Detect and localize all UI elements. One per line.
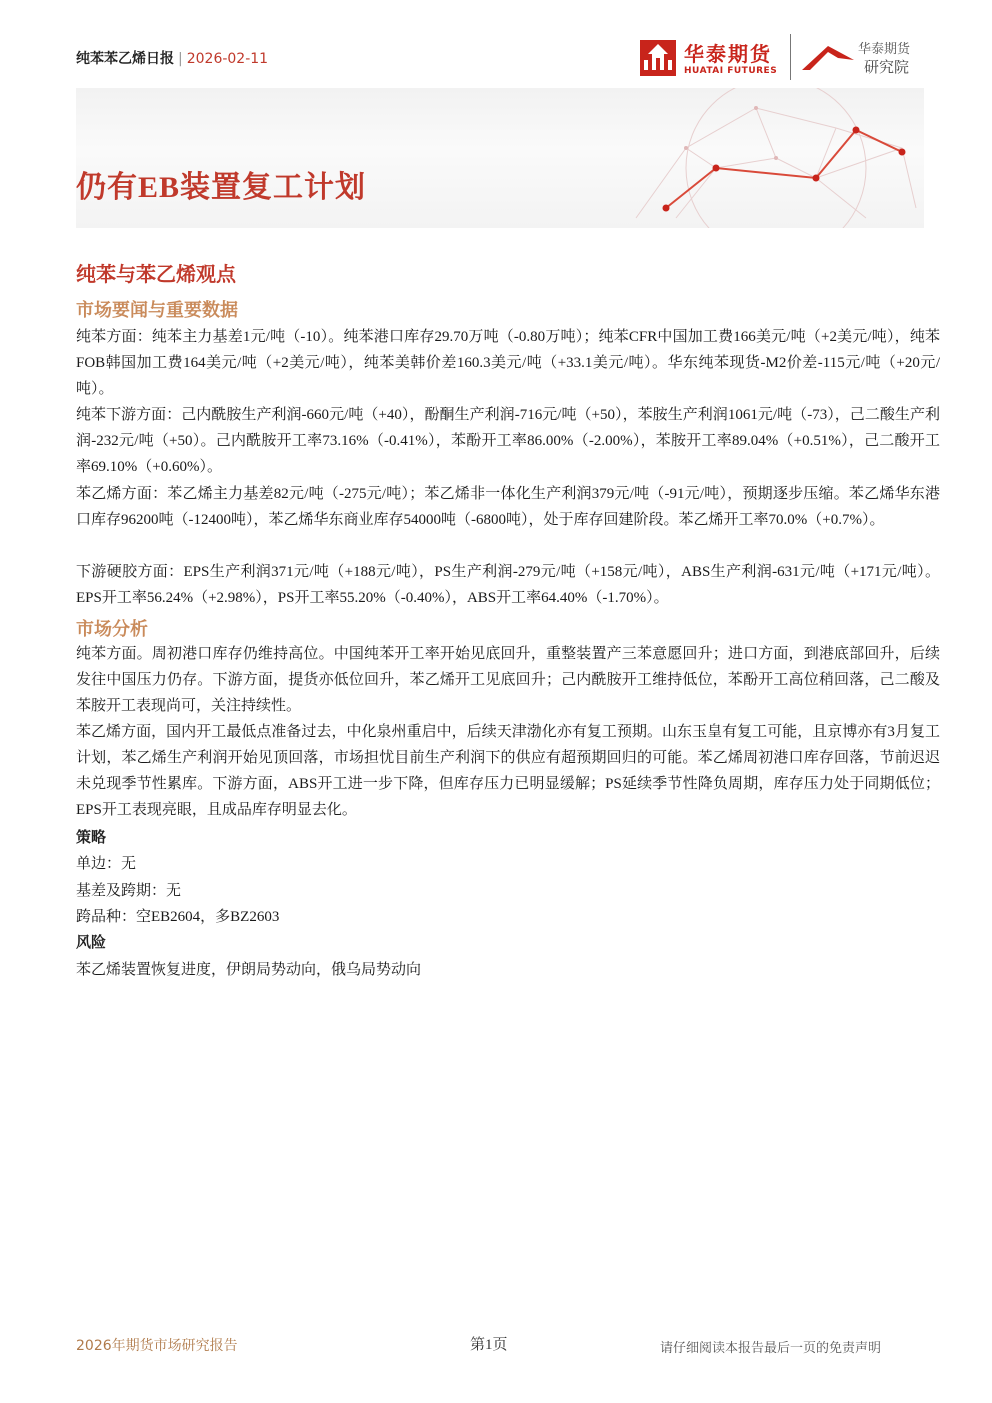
research-institute-logo bbox=[798, 36, 928, 80]
strategy-cross-variety: 跨品种：空EB2604，多BZ2603 bbox=[76, 909, 280, 925]
risk-heading: 风险 bbox=[76, 933, 107, 951]
huatai-futures-logo bbox=[640, 38, 780, 80]
market-news-paragraph-styrene: 苯乙烯方面：苯乙烯主力基差82元/吨（-275元/吨）；苯乙烯非一体化生产利润379元/吨（-91元/吨），预期逐步压缩。苯乙烯华东港口库存96200吨（-12400吨），苯乙烯华东商业库存54000吨（-6800吨），处于库存回建阶段。苯乙烯开工率70.0%（+0.7%）。 bbox=[76, 486, 940, 528]
report-date: 2026-02-11 bbox=[186, 51, 269, 67]
risk-text: 苯乙烯装置恢复进度，伊朗局势动向，俄乌局势动向 bbox=[76, 962, 422, 978]
page-number: 第1页 bbox=[470, 1337, 508, 1353]
market-news-paragraph-benzene: 纯苯方面：纯苯主力基差1元/吨（-10）。纯苯港口库存29.70万吨（-0.80万吨）；纯苯CFR中国加工费166美元/吨（+2美元/吨），纯苯FOB韩国加工费164美元/吨（+2美元/吨），纯苯美韩价差160.3美元/吨（+33.1美元/吨）。华东纯苯现货-M2价差-115元/吨（+20元/吨）。 bbox=[76, 329, 940, 397]
analysis-paragraph-benzene: 纯苯方面。周初港口库存仍维持高位。中国纯苯开工率开始见底回升，重整装置产三苯意愿回升；进口方面，到港底部回升，后续发往中国压力仍存。下游方面，提货亦低位回升，苯乙烯开工见底回升；己内酰胺开工维持低位，苯酚开工高位稍回落，己二酸及苯胺开工表现尚可，关注持续性。 bbox=[76, 646, 940, 714]
report-title: 仍有EB装置复工计划 bbox=[76, 171, 367, 204]
report-header bbox=[76, 48, 268, 68]
report-name: 纯苯苯乙烯日报 bbox=[76, 51, 174, 67]
strategy-single-side: 单边：无 bbox=[76, 856, 137, 872]
huatai-logo-icon bbox=[640, 40, 676, 76]
research-logo-line2: 研究院 bbox=[864, 58, 910, 76]
footer-disclaimer-note: 请仔细阅读本报告最后一页的免责声明 bbox=[660, 1341, 882, 1356]
network-graphic bbox=[76, 88, 924, 228]
title-banner bbox=[76, 88, 924, 228]
logo-divider bbox=[790, 34, 791, 80]
market-news-paragraph-plastics: 下游硬胶方面：EPS生产利润371元/吨（+188元/吨），PS生产利润-279元/吨（+158元/吨），ABS生产利润-631元/吨（+171元/吨）。EPS开工率56.24%（+2.98%），PS开工率55.20%（-0.40%），ABS开工率64.40%（-1.70%）。 bbox=[76, 564, 940, 606]
research-logo-line1: 华泰期货 bbox=[858, 42, 911, 57]
market-news-heading: 市场要闻与重要数据 bbox=[76, 300, 238, 321]
section-title: 纯苯与苯乙烯观点 bbox=[76, 262, 236, 286]
strategy-heading: 策略 bbox=[76, 828, 107, 846]
logo-en-text: HUATAI FUTURES bbox=[684, 66, 778, 76]
market-news-paragraph-benzene-downstream: 纯苯下游方面：己内酰胺生产利润-660元/吨（+40），酚酮生产利润-716元/吨（+50），苯胺生产利润1061元/吨（-73），己二酸生产利润-232元/吨（+50）。己内酰胺开工率73.16%（-0.41%），苯酚开工率86.00%（-2.00%），苯胺开工率89.04%（+0.51%），己二酸开工率69.10%（+0.60%）。 bbox=[76, 407, 940, 475]
header-separator: | bbox=[178, 51, 183, 67]
logo-cn-text: 华泰期货 bbox=[684, 42, 772, 66]
footer-report-series: 2026年期货市场研究报告 bbox=[76, 1338, 238, 1354]
analysis-paragraph-styrene: 苯乙烯方面，国内开工最低点准备过去，中化泉州重启中，后续天津渤化亦有复工预期。山东玉皇有复工可能，且京博亦有3月复工计划，苯乙烯生产利润开始见顶回落，市场担忧目前生产利润下的供应有超预期回归的可能。苯乙烯周初港口库存回落，节前迟迟未兑现季节性累库。下游方面，ABS开工进一步下降，但库存压力已明显缓解；PS延续季节性降负周期，库存压力处于同期低位；EPS开工表现亮眼，且成品库存明显去化。 bbox=[76, 724, 940, 818]
market-analysis-heading: 市场分析 bbox=[76, 619, 148, 640]
research-logo-icon bbox=[798, 40, 858, 76]
strategy-basis-spread: 基差及跨期：无 bbox=[76, 883, 182, 899]
